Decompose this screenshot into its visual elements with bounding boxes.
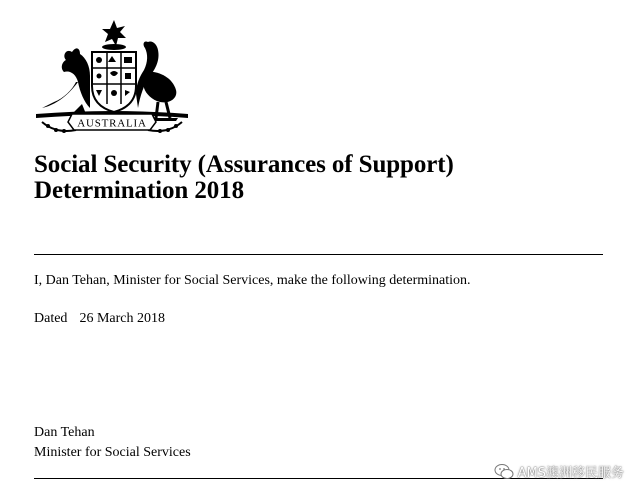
- crest-banner-text: AUSTRALIA: [77, 117, 147, 130]
- signatory-title: Minister for Social Services: [34, 445, 191, 460]
- top-divider: [34, 254, 603, 255]
- title-line-1: Social Security (Assurances of Support): [34, 151, 454, 178]
- coat-of-arms-crest: [32, 18, 192, 136]
- determination-statement: I, Dan Tehan, Minister for Social Services, make the following determination.: [34, 273, 471, 288]
- dated-line: [34, 310, 165, 328]
- title-line-2: Determination 2018: [34, 177, 244, 204]
- document-title: [34, 152, 454, 204]
- signatory-name: Dan Tehan: [34, 425, 95, 440]
- dated-label: Dated: [34, 311, 68, 326]
- coat-of-arms-icon: [32, 18, 192, 136]
- watermark: [494, 462, 624, 481]
- dated-value: 26 March 2018: [79, 311, 165, 326]
- wechat-icon: [494, 463, 514, 481]
- watermark-text: AMS澳洲移民服务: [517, 466, 624, 481]
